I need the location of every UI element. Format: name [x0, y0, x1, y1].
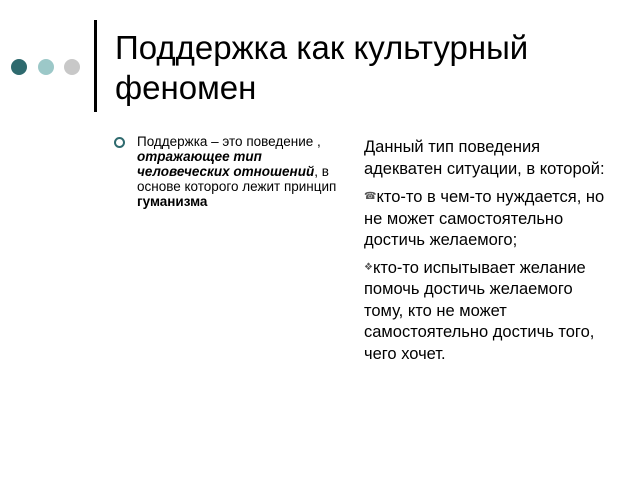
definition-part2: , в основе которого лежит принцип: [137, 164, 337, 194]
decorative-dot-light: [38, 59, 54, 75]
definition-emphasis-2: гуманизма: [137, 194, 208, 209]
definition-emphasis: отражающее тип человеческих отношений: [137, 149, 315, 179]
conditions-block: [364, 137, 614, 370]
four-diamonds-icon: ❖: [364, 261, 373, 273]
definition-text: [137, 134, 349, 209]
decorative-dot-gray: [64, 59, 80, 75]
title-divider-line: [94, 20, 97, 112]
condition-text-2: кто-то испытывает желание помочь достичь желаемого тому, кто не может самостоятельно достичь того, чего хочет.: [364, 258, 595, 363]
decorative-dot-dark: [11, 59, 27, 75]
slide-title-line1: Поддержка как культурный: [115, 29, 529, 66]
condition-item-1: [364, 186, 614, 252]
condition-item-2: [364, 257, 614, 366]
slide-title: [115, 28, 615, 108]
condition-text-1: кто-то в чем-то нуждается, но не может самостоятельно достичь желаемого;: [364, 188, 605, 249]
circle-bullet-icon: [114, 137, 125, 148]
definition-part1: Поддержка – это поведение ,: [137, 134, 321, 149]
slide-title-line2: феномен: [115, 69, 257, 106]
phone-icon: ☎: [364, 191, 377, 202]
conditions-intro: Данный тип поведения адекватен ситуации, в которой:: [364, 138, 605, 178]
